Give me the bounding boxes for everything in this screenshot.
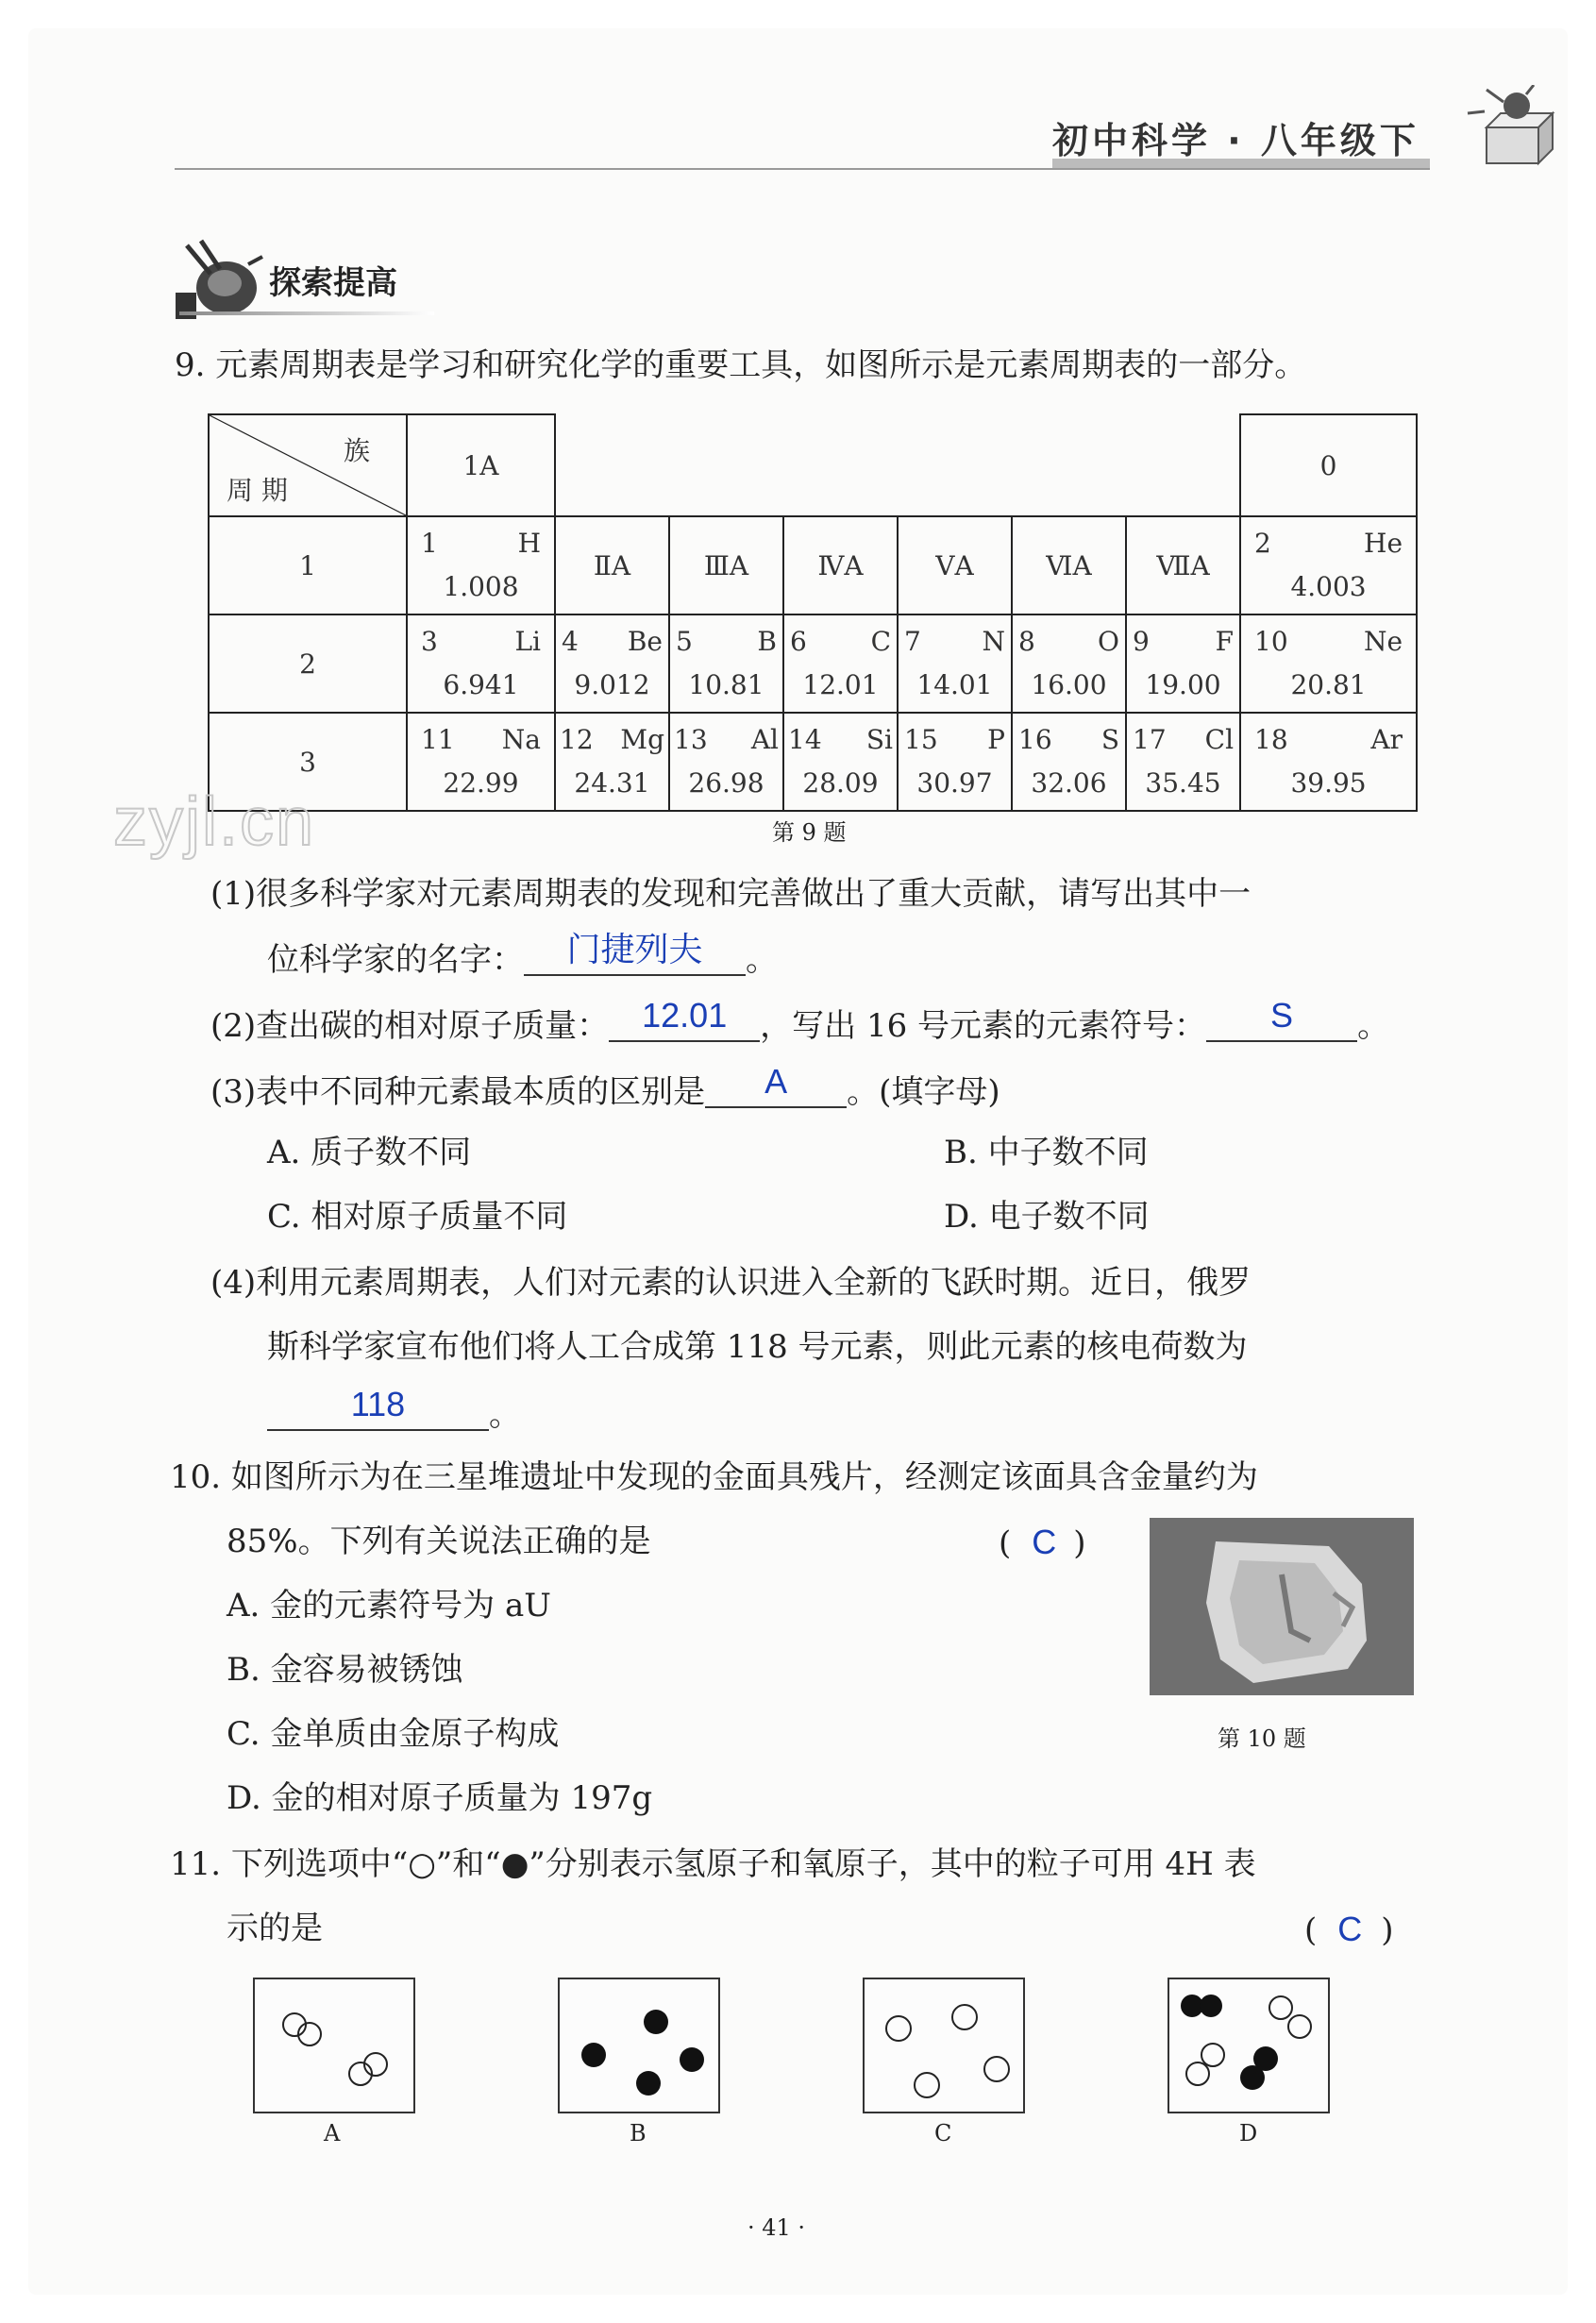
option-box-c — [863, 1978, 1025, 2113]
oxygen-atom — [680, 2047, 704, 2072]
mascot-icon — [1458, 85, 1562, 170]
q9-part1-line2: 位科学家的名字： 门捷列夫 。 — [267, 930, 778, 979]
q10-answer: C — [1032, 1523, 1057, 1561]
q10-option-a: A. 金的元素符号为 aU — [227, 1587, 551, 1624]
q10-answer-paren: ( C ) — [999, 1523, 1086, 1562]
period-3: 3 — [209, 713, 407, 811]
periodic-table — [208, 413, 1418, 812]
q11-stem-line1: 11. 下列选项中“○”和“●”分别表示氢原子和氧原子，其中的粒子可用 4H 表 — [170, 1845, 1256, 1883]
answer-scientist: 门捷列夫 — [566, 930, 703, 968]
q9-part1-line1: (1)很多科学家对元素周期表的发现和完善做出了重大贡献，请写出其中一 — [210, 875, 1252, 913]
option-box-b — [558, 1978, 720, 2113]
oxygen-atom — [581, 2043, 606, 2067]
period-1: 1 — [209, 516, 407, 614]
hydrogen-atom — [952, 2005, 977, 2029]
option-label-c: C — [934, 2120, 952, 2146]
option-label-a: A — [324, 2120, 341, 2146]
q9-part4-line1: (4)利用元素周期表，人们对元素的认识进入全新的飞跃时期。近日，俄罗 — [210, 1264, 1252, 1302]
element-cell: 6 C 12.01 — [783, 614, 898, 713]
element-cell: 17 Cl 35.45 — [1126, 713, 1240, 811]
element-cell: 1 H 1.008 — [407, 516, 555, 614]
answer-blank[interactable] — [705, 1062, 847, 1108]
q10-caption: 第 10 题 — [1218, 1725, 1306, 1752]
group-1a-header: 1A — [407, 414, 555, 516]
corner-group-label: 族 — [343, 435, 370, 466]
q9-option-b: B. 中子数不同 — [944, 1134, 1149, 1171]
q10-stem-line1: 10. 如图所示为在三星堆遗址中发现的金面具残片，经测定该面具含金量约为 — [170, 1458, 1258, 1496]
q11-answer: C — [1337, 1910, 1363, 1948]
q10-option-b: B. 金容易被锈蚀 — [227, 1651, 463, 1689]
period-2: 2 — [209, 614, 407, 713]
element-cell: 14 Si 28.09 — [783, 713, 898, 811]
q9-part4-line2: 斯科学家宣布他们将人工合成第 118 号元素，则此元素的核电荷数为 — [267, 1328, 1248, 1366]
answer-blank[interactable] — [267, 1385, 489, 1431]
element-cell: 13 Al 26.98 — [669, 713, 783, 811]
element-cell: 18 Ar 39.95 — [1240, 713, 1417, 811]
element-cell: 16 S 32.06 — [1012, 713, 1126, 811]
hydrogen-atom — [915, 2073, 939, 2097]
q9-part3: (3)表中不同种元素最本质的区别是 A 。(填字母) — [210, 1062, 1000, 1111]
oxygen-atom — [1200, 1995, 1222, 2017]
gold-mask-photo — [1150, 1518, 1414, 1695]
q9-caption: 第 9 题 — [772, 819, 847, 846]
option-box-d — [1168, 1978, 1330, 2113]
answer-blank[interactable] — [1206, 996, 1357, 1042]
element-cell: 3 Li 6.941 — [407, 614, 555, 713]
hydrogen-atom — [1288, 2015, 1311, 2038]
oxygen-atom — [1240, 2065, 1265, 2090]
q10-stem-line2: 85%。下列有关说法正确的是 — [227, 1523, 651, 1560]
element-cell: 9 F 19.00 — [1126, 614, 1240, 713]
group-0-header: 0 — [1240, 414, 1417, 516]
answer-blank[interactable] — [524, 930, 746, 976]
q9-option-d: D. 电子数不同 — [944, 1198, 1150, 1236]
q9-part4-line3: 118 。 — [267, 1391, 521, 1431]
element-cell: 8 O 16.00 — [1012, 614, 1126, 713]
header-title: 初中科学 · 八年级下 — [1052, 120, 1420, 161]
group-6a-header: ⅥA — [1012, 516, 1126, 614]
oxygen-atom — [636, 2071, 661, 2096]
hydrogen-atom — [1186, 2062, 1209, 2085]
option-box-a — [253, 1978, 415, 2113]
element-cell: 5 B 10.81 — [669, 614, 783, 713]
hydrogen-atom — [886, 2016, 911, 2041]
hydrogen-atom — [1269, 1996, 1292, 2019]
q10-option-d: D. 金的相对原子质量为 197g — [227, 1779, 653, 1817]
q9-part2: (2)查出碳的相对原子质量： 12.01 ，写出 16 号元素的元素符号： S 。 — [210, 996, 1390, 1045]
group-5a-header: ⅤA — [898, 516, 1012, 614]
watermark: zyjl.cn — [113, 784, 316, 860]
option-label-b: B — [630, 2120, 647, 2146]
group-header-gap — [555, 414, 1240, 516]
oxygen-atom — [644, 2010, 668, 2034]
answer-blank[interactable] — [609, 996, 760, 1042]
element-cell: 7 N 14.01 — [898, 614, 1012, 713]
group-7a-header: ⅦA — [1126, 516, 1240, 614]
hydrogen-atom — [984, 2057, 1009, 2081]
answer-carbon-mass: 12.01 — [642, 996, 728, 1035]
element-cell: 2 He 4.003 — [1240, 516, 1417, 614]
answer-part3: A — [764, 1062, 788, 1101]
header-rule — [175, 168, 1430, 170]
option-label-d: D — [1239, 2120, 1258, 2146]
corner-period-label: 周 期 — [227, 475, 288, 506]
section-title: 探索提高 — [269, 264, 397, 302]
answer-element-16: S — [1270, 996, 1294, 1035]
element-cell: 12 Mg 24.31 — [555, 713, 669, 811]
q9-option-c: C. 相对原子质量不同 — [267, 1198, 568, 1236]
element-cell: 15 P 30.97 — [898, 713, 1012, 811]
section-underline — [179, 311, 434, 315]
element-cell: 10 Ne 20.81 — [1240, 614, 1417, 713]
q11-stem-line2: 示的是 — [227, 1910, 323, 1947]
group-4a-header: ⅣA — [783, 516, 898, 614]
q11-answer-paren: ( C ) — [1304, 1910, 1394, 1949]
element-cell: 11 Na 22.99 — [407, 713, 555, 811]
table-corner — [209, 414, 407, 516]
q10-option-c: C. 金单质由金原子构成 — [227, 1715, 560, 1753]
answer-nuclear-charge: 118 — [350, 1385, 406, 1423]
group-3a-header: ⅢA — [669, 516, 783, 614]
page-number: · 41 · — [748, 2214, 806, 2241]
group-2a-header: ⅡA — [555, 516, 669, 614]
q9-option-a: A. 质子数不同 — [267, 1134, 472, 1171]
element-cell: 4 Be 9.012 — [555, 614, 669, 713]
q9-stem: 9. 元素周期表是学习和研究化学的重要工具，如图所示是元素周期表的一部分。 — [175, 346, 1307, 384]
hydrogen-atom — [1201, 2044, 1224, 2066]
